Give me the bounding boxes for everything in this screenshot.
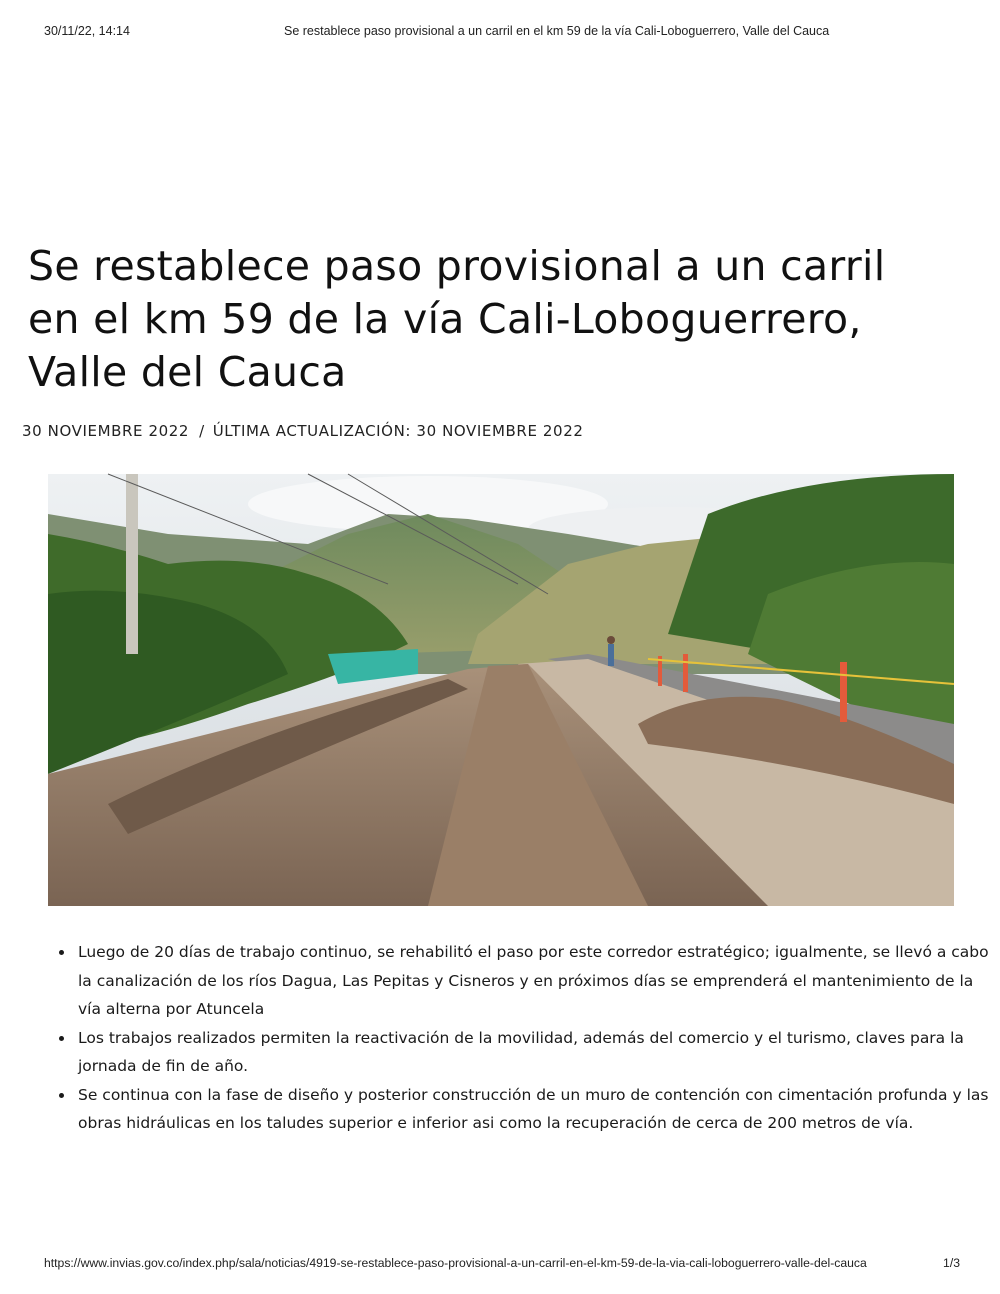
published-date: 30 NOVIEMBRE 2022 — [22, 422, 190, 440]
article-dates — [22, 422, 583, 440]
article-title-line: Se restablece paso provisional a un carril — [28, 242, 886, 290]
article-title-line: Valle del Cauca — [28, 348, 347, 396]
print-footer — [44, 1256, 960, 1272]
article-photo — [48, 474, 954, 906]
list-item: Se continua con la fase de diseño y posterior construcción de un muro de contención con cimentación profunda y las obras hidráulicas en los taludes superior e inferior asi como la recuperación de cerca de 200 metros de vía. — [78, 1081, 992, 1138]
page-url: https://www.invias.gov.co/index.php/sala/noticias/4919-se-restablece-paso-provisional-a-un-carril-en-el-km-59-de-la-via-cali-loboguerrero-valle-del-cauca — [44, 1256, 867, 1270]
article-content — [22, 230, 989, 1190]
print-doc-title: Se restablece paso provisional a un carril en el km 59 de la vía Cali-Loboguerrero, Valle del Cauca — [284, 24, 830, 38]
article-title-line: en el km 59 de la vía Cali-Loboguerrero, — [28, 295, 862, 343]
list-item: Luego de 20 días de trabajo continuo, se rehabilitó el paso por este corredor estratégico; igualmente, se llevó a cabo la canalización de los ríos Dagua, Las Pepitas y Cisneros y en próximos días se emprenderá el mantenimiento de la vía alterna por Atuncela — [78, 938, 992, 1024]
print-header — [44, 24, 956, 40]
article-title — [28, 240, 968, 399]
list-item: Los trabajos realizados permiten la reactivación de la movilidad, además del comercio y el turismo, claves para la jornada de fin de año. — [78, 1024, 992, 1081]
date-separator: / — [199, 422, 205, 440]
summary-list — [40, 938, 992, 1138]
print-datetime: 30/11/22, 14:14 — [44, 24, 130, 38]
updated-date: ÚLTIMA ACTUALIZACIÓN: 30 NOVIEMBRE 2022 — [212, 422, 584, 440]
page-number: 1/3 — [943, 1256, 960, 1270]
